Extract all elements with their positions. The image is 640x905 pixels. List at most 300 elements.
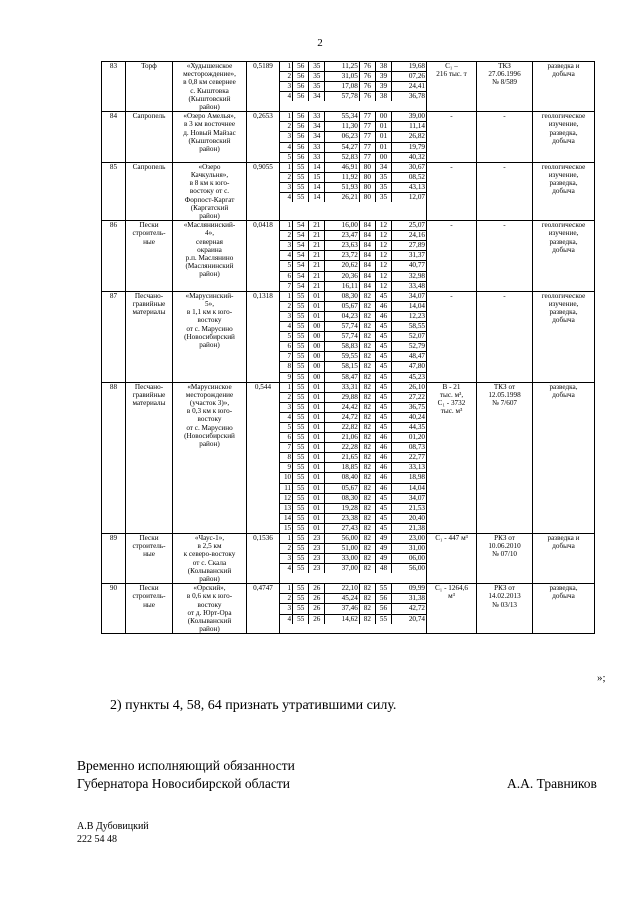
coordinate-cell: 17,08: [325, 82, 359, 92]
coordinate-cell: 11,14: [392, 122, 427, 132]
coordinate-cell: 55: [293, 584, 309, 594]
approval-protocol: РКЗ от 14.02.2013 № 03/13: [477, 584, 533, 634]
coordinate-point: [280, 412, 426, 422]
coordinate-cell: 35: [309, 82, 325, 92]
object-description: «Марусинское месторождение (участок 3)», в 0,3 км к юго- востоку от с. Марусино (Новосибирский район): [173, 382, 247, 533]
coordinate-cell: 27,89: [392, 241, 427, 251]
coordinate-cell: 20,36: [325, 271, 359, 281]
coordinate-cell: 57,78: [325, 92, 359, 102]
coordinate-cell: 32,98: [392, 271, 427, 281]
coordinate-cell: 21: [309, 241, 325, 251]
coordinate-point: [280, 493, 426, 503]
coordinate-cell: 55: [293, 311, 309, 321]
coordinate-cell: 45: [375, 352, 391, 362]
coordinate-cell: 4: [280, 92, 293, 102]
coordinate-cell: 08,52: [392, 172, 427, 182]
coordinate-cell: 08,73: [392, 443, 427, 453]
coordinate-cell: 3: [280, 554, 293, 564]
coordinate-cell: 14: [309, 192, 325, 202]
coordinate-point: [280, 142, 426, 152]
coordinate-cell: 12: [375, 261, 391, 271]
coordinate-cell: 06,00: [392, 554, 427, 564]
row-number: 89: [102, 534, 126, 584]
coordinate-cell: 55: [293, 332, 309, 342]
coordinate-cell: 51,93: [325, 182, 359, 192]
coordinate-cell: 76: [359, 82, 375, 92]
coordinate-cell: 19,79: [392, 142, 427, 152]
coordinates-grid: [280, 382, 427, 533]
coordinate-cell: 23: [309, 544, 325, 554]
coordinate-cell: 80: [359, 192, 375, 202]
coordinates-table: [280, 221, 426, 291]
coordinate-cell: 12: [375, 241, 391, 251]
coordinate-point: [280, 362, 426, 372]
coordinate-cell: 77: [359, 132, 375, 142]
approval-protocol: -: [477, 291, 533, 382]
coordinate-cell: 80: [359, 182, 375, 192]
coordinate-cell: 55: [293, 301, 309, 311]
coordinate-cell: 12: [375, 251, 391, 261]
coordinate-cell: 01: [309, 493, 325, 503]
coordinate-cell: 00: [309, 362, 325, 372]
area-value: 0,2653: [247, 112, 280, 162]
coordinate-point: [280, 301, 426, 311]
coordinate-cell: 27,43: [325, 523, 359, 533]
coordinate-cell: 37,00: [325, 564, 359, 574]
coordinate-cell: 23,00: [392, 534, 427, 544]
coordinate-cell: 40,32: [408, 152, 425, 161]
clause-text: 2) пункты 4, 58, 64 признать утратившими силу.: [110, 698, 397, 713]
coordinate-cell: 54: [293, 221, 309, 231]
coordinate-point: [280, 594, 426, 604]
coordinate-cell: 09,99: [392, 584, 427, 594]
coordinate-cell: 82: [359, 513, 375, 523]
coordinate-cell: 51,00: [325, 544, 359, 554]
coordinates-grid: [280, 534, 427, 584]
reserves: -: [427, 221, 477, 292]
mineral-type: Песчано- гравийные материалы: [126, 291, 173, 382]
coordinate-point: [280, 564, 426, 574]
coordinate-cell: 56: [293, 152, 309, 162]
coordinate-cell: 1: [280, 163, 293, 173]
coordinate-cell: 21: [309, 231, 325, 241]
coordinate-cell: 01: [309, 422, 325, 432]
use-purpose: разведка, добыча: [533, 382, 595, 533]
coordinate-cell: 22,28: [325, 443, 359, 453]
coordinate-cell: 7: [280, 352, 293, 362]
coordinate-cell: 45: [375, 392, 391, 402]
coordinate-cell: 1: [280, 584, 293, 594]
coordinate-cell: 52,79: [392, 342, 427, 352]
coordinate-cell: 4: [280, 192, 293, 202]
use-purpose: геологическое изучение, разведка, добыча: [533, 221, 595, 292]
coordinate-cell: 55: [293, 473, 309, 483]
coordinate-point: [280, 163, 426, 173]
coordinate-cell: 3: [280, 82, 293, 92]
coordinate-cell: 55: [293, 342, 309, 352]
coordinate-cell: 34: [309, 92, 325, 102]
coordinate-cell: 29,88: [325, 392, 359, 402]
coordinate-cell: 55: [293, 564, 309, 574]
object-description: «Озеро Амелья», в 3 км восточнее д. Новый Майзас (Кыштовский район): [173, 112, 247, 162]
coordinate-cell: 12,07: [408, 192, 425, 201]
coordinate-cell: 33: [309, 152, 325, 162]
coordinates-grid: [280, 221, 427, 292]
coordinate-cell: 82: [359, 412, 375, 422]
coordinate-cell: 45: [375, 332, 391, 342]
coordinate-cell: 76: [359, 62, 375, 72]
coordinate-cell: 34,07: [392, 292, 427, 302]
coordinate-cell: 80: [359, 163, 375, 173]
coordinate-point: [280, 192, 426, 202]
coordinate-cell: 4: [280, 412, 293, 422]
coordinate-cell: 55: [293, 534, 309, 544]
coordinate-point: [280, 554, 426, 564]
coordinate-cell: 39: [375, 72, 391, 82]
coordinate-cell: 2: [280, 72, 293, 82]
coordinate-cell: 24,16: [392, 231, 427, 241]
coordinate-point: [280, 62, 426, 72]
signature-position-line1: Временно исполняющий обязанности: [77, 758, 295, 773]
coordinate-cell: 45: [375, 292, 391, 302]
coordinate-point: [280, 292, 426, 302]
coordinate-cell: 36,78: [408, 92, 425, 101]
coordinate-cell: 57,74: [325, 322, 359, 332]
coordinate-cell: 22,10: [325, 584, 359, 594]
coordinate-point: [280, 271, 426, 281]
coordinate-cell: 54: [293, 231, 309, 241]
coordinate-cell: 55: [293, 594, 309, 604]
coordinate-cell: 80: [359, 172, 375, 182]
coordinate-cell: 21,38: [408, 523, 425, 532]
coordinate-cell: 00: [375, 112, 391, 122]
coordinate-cell: 01: [309, 311, 325, 321]
coordinates-grid: [280, 62, 427, 112]
coordinate-cell: 33,00: [325, 554, 359, 564]
coordinate-cell: 21: [309, 281, 325, 291]
coordinate-cell: 05,67: [325, 301, 359, 311]
coordinate-cell: 56: [293, 132, 309, 142]
coordinate-cell: 26: [309, 604, 325, 614]
coordinate-cell: 54: [293, 281, 309, 291]
coordinate-cell: 76: [359, 92, 375, 102]
coordinate-cell: 82: [359, 332, 375, 342]
coordinate-cell: 84: [359, 231, 375, 241]
coordinate-cell: 82: [359, 433, 375, 443]
coordinate-cell: 55: [293, 402, 309, 412]
coordinates-table: [280, 584, 426, 623]
coordinate-point: [280, 453, 426, 463]
coordinate-cell: 31,00: [392, 544, 427, 554]
coordinate-cell: 35: [309, 62, 325, 72]
coordinate-cell: 54,27: [325, 142, 359, 152]
coordinate-cell: 01: [309, 292, 325, 302]
coordinate-cell: 24,42: [325, 402, 359, 412]
coordinate-cell: 38: [375, 62, 391, 72]
coordinate-cell: 82: [359, 372, 375, 382]
coordinate-cell: 42,72: [392, 604, 427, 614]
coordinate-cell: 22,82: [325, 422, 359, 432]
coordinate-point: [280, 251, 426, 261]
coordinate-cell: 55: [293, 163, 309, 173]
coordinate-cell: 06,23: [325, 132, 359, 142]
coordinate-point: [280, 402, 426, 412]
register-row: [102, 162, 595, 220]
coordinate-cell: 12: [375, 221, 391, 231]
coordinate-point: [280, 92, 426, 102]
mineral-type: Сапропель: [126, 162, 173, 220]
coordinate-cell: 3: [280, 241, 293, 251]
mineral-type: Сапропель: [126, 112, 173, 162]
row-number: 83: [102, 62, 126, 112]
coordinate-cell: 55: [293, 554, 309, 564]
coordinate-cell: 01: [375, 132, 391, 142]
coordinate-cell: 6: [280, 433, 293, 443]
coordinate-cell: 33,31: [325, 383, 359, 393]
coordinates-table: [280, 62, 426, 101]
coordinate-cell: 55: [293, 182, 309, 192]
coordinate-cell: 82: [359, 523, 375, 533]
coordinate-cell: 7: [280, 443, 293, 453]
row-number: 84: [102, 112, 126, 162]
coordinate-cell: 19,68: [392, 62, 427, 72]
coordinate-cell: 84: [359, 251, 375, 261]
reserves: C₁ - 1264,6 м³: [427, 584, 477, 634]
coordinate-cell: 01: [309, 392, 325, 402]
coordinate-cell: 21: [309, 271, 325, 281]
coordinate-cell: 55: [293, 604, 309, 614]
coordinate-cell: 55: [293, 523, 309, 533]
coordinate-cell: 77: [359, 112, 375, 122]
coordinate-cell: 82: [359, 483, 375, 493]
approval-protocol: ТКЗ 27.06.1996 № 8/589: [477, 62, 533, 112]
coordinate-cell: 82: [359, 564, 375, 574]
coordinate-cell: 8: [280, 453, 293, 463]
coordinate-cell: 82: [359, 342, 375, 352]
coordinate-cell: 21: [309, 261, 325, 271]
coordinate-cell: 46: [375, 463, 391, 473]
reserves: C₁ - 447 м³: [427, 534, 477, 584]
coordinate-cell: 43,13: [392, 182, 427, 192]
coordinate-cell: 55: [293, 422, 309, 432]
coordinate-point: [280, 172, 426, 182]
coordinate-cell: 59,55: [325, 352, 359, 362]
use-purpose: разведка и добыча: [533, 534, 595, 584]
coordinate-cell: 40,24: [392, 412, 427, 422]
register-row: [102, 291, 595, 382]
coordinate-cell: 33,13: [392, 463, 427, 473]
coordinate-cell: 55: [293, 372, 309, 382]
object-description: «Озеро Качкульня», в 8 км к юго- востоку от с. Форпост-Каргат (Каргатский район): [173, 162, 247, 220]
coordinate-cell: 14: [309, 163, 325, 173]
coordinate-point: [280, 72, 426, 82]
coordinates-grid: [280, 584, 427, 634]
coordinate-cell: 31,37: [392, 251, 427, 261]
coordinate-cell: 3: [280, 182, 293, 192]
coordinate-point: [280, 122, 426, 132]
coordinate-point: [280, 483, 426, 493]
coordinate-cell: 46: [375, 443, 391, 453]
coordinate-cell: 1: [280, 62, 293, 72]
register-row: [102, 382, 595, 533]
coordinate-cell: 34: [309, 122, 325, 132]
coordinate-cell: 45: [375, 372, 391, 382]
coordinate-cell: 22,77: [392, 453, 427, 463]
coordinate-cell: 82: [359, 554, 375, 564]
coordinate-cell: 16,00: [325, 221, 359, 231]
coordinate-point: [280, 182, 426, 192]
coordinate-cell: 27,22: [392, 392, 427, 402]
reserves: -: [427, 162, 477, 220]
coordinate-cell: 13: [280, 503, 293, 513]
coordinate-cell: 01: [309, 453, 325, 463]
coordinate-cell: 55: [293, 443, 309, 453]
coordinate-point: [280, 422, 426, 432]
coordinate-cell: 56: [293, 112, 309, 122]
coordinate-cell: 01: [309, 443, 325, 453]
coordinate-cell: 82: [359, 594, 375, 604]
coordinate-cell: 54: [293, 241, 309, 251]
coordinate-cell: 14: [280, 513, 293, 523]
coordinate-cell: 12: [375, 281, 391, 291]
coordinate-cell: 11,30: [325, 122, 359, 132]
coordinate-cell: 84: [359, 281, 375, 291]
coordinate-cell: 4: [280, 322, 293, 332]
coordinate-cell: 55: [293, 362, 309, 372]
coordinate-cell: 12: [375, 271, 391, 281]
coordinate-cell: 54: [293, 261, 309, 271]
coordinate-cell: 7: [280, 281, 293, 291]
coordinate-cell: 01: [309, 483, 325, 493]
coordinate-cell: 26: [309, 594, 325, 604]
coordinate-cell: 00: [375, 152, 391, 162]
coordinate-cell: 01: [309, 463, 325, 473]
coordinate-cell: 12: [280, 493, 293, 503]
coordinate-point: [280, 152, 426, 162]
coordinate-cell: 55: [293, 513, 309, 523]
coordinate-cell: 44,35: [392, 422, 427, 432]
coordinate-cell: 00: [309, 322, 325, 332]
coordinate-cell: 3: [280, 604, 293, 614]
object-description: «Марусинский- 5», в 1,1 км к юго- востоку от с. Марусино (Новосибирский район): [173, 291, 247, 382]
coordinate-cell: 5: [280, 422, 293, 432]
coordinate-cell: 56: [293, 92, 309, 102]
coordinate-cell: 54: [293, 251, 309, 261]
coordinate-cell: 52,07: [392, 332, 427, 342]
coordinate-cell: 58,15: [325, 362, 359, 372]
coordinate-cell: 01: [309, 513, 325, 523]
coordinate-cell: 26: [309, 584, 325, 594]
coordinate-cell: 57,74: [325, 332, 359, 342]
coordinate-cell: 2: [280, 301, 293, 311]
coordinate-cell: 07,26: [392, 72, 427, 82]
coordinate-cell: 21: [309, 221, 325, 231]
coordinate-cell: 00: [309, 332, 325, 342]
coordinate-cell: 4: [280, 614, 293, 624]
coordinate-cell: 04,23: [325, 311, 359, 321]
coordinate-cell: 2: [280, 544, 293, 554]
mineral-type: Пески строитель- ные: [126, 584, 173, 634]
coordinates-table: [280, 292, 426, 382]
coordinate-cell: 11: [280, 483, 293, 493]
closing-mark: »;: [597, 672, 606, 684]
object-description: «Чаус-1», в 2,5 км к северо-востоку от с. Скала (Колыванский район): [173, 534, 247, 584]
coordinate-point: [280, 614, 426, 624]
coordinate-cell: 82: [359, 383, 375, 393]
coordinate-cell: 82: [359, 392, 375, 402]
coordinate-cell: 01: [309, 412, 325, 422]
coordinate-point: [280, 132, 426, 142]
coordinate-cell: 31,38: [392, 594, 427, 604]
coordinate-cell: 45: [375, 402, 391, 412]
coordinates-grid: [280, 291, 427, 382]
coordinate-point: [280, 281, 426, 291]
coordinate-cell: 46: [375, 433, 391, 443]
coordinate-cell: 18,85: [325, 463, 359, 473]
coordinates-table: [280, 112, 426, 161]
coordinate-point: [280, 473, 426, 483]
coordinate-cell: 39,00: [392, 112, 427, 122]
coordinate-cell: 55,34: [325, 112, 359, 122]
coordinate-cell: 45: [375, 412, 391, 422]
coordinate-point: [280, 463, 426, 473]
reserves: -: [427, 291, 477, 382]
register-row: [102, 534, 595, 584]
coordinate-cell: 26: [309, 614, 325, 624]
coordinate-cell: 14,04: [392, 301, 427, 311]
coordinate-cell: 55: [293, 192, 309, 202]
coordinate-cell: 23: [309, 554, 325, 564]
approval-protocol: РКЗ от 10.06.2010 № 07/10: [477, 534, 533, 584]
coordinate-cell: 5: [280, 332, 293, 342]
coordinate-cell: 15: [280, 523, 293, 533]
coordinate-cell: 56: [293, 72, 309, 82]
coordinate-cell: 56,00: [325, 534, 359, 544]
coordinate-cell: 01: [309, 523, 325, 533]
coordinate-cell: 82: [359, 402, 375, 412]
coordinate-cell: 77: [359, 152, 375, 162]
coordinate-cell: 23,72: [325, 251, 359, 261]
coordinate-cell: 35: [309, 72, 325, 82]
coordinate-cell: 6: [280, 342, 293, 352]
coordinate-cell: 82: [359, 493, 375, 503]
coordinate-cell: 56: [375, 594, 391, 604]
approval-protocol: -: [477, 221, 533, 292]
coordinate-cell: 55: [293, 544, 309, 554]
coordinate-cell: 82: [359, 473, 375, 483]
coordinate-cell: 21: [309, 251, 325, 261]
coordinate-point: [280, 604, 426, 614]
approval-protocol: -: [477, 112, 533, 162]
coordinate-cell: 55: [293, 352, 309, 362]
register-row: [102, 62, 595, 112]
coordinate-cell: 55: [293, 483, 309, 493]
coordinates-grid: [280, 112, 427, 162]
coordinate-point: [280, 82, 426, 92]
page-number: 2: [317, 37, 323, 49]
coordinate-point: [280, 261, 426, 271]
coordinate-cell: 55: [375, 614, 391, 624]
coordinate-cell: 45: [375, 383, 391, 393]
executor-phone: 222 54 48: [77, 834, 117, 845]
coordinate-cell: 11,25: [325, 62, 359, 72]
coordinate-cell: 24,72: [325, 412, 359, 422]
coordinate-cell: 33: [309, 112, 325, 122]
coordinate-cell: 35: [375, 172, 391, 182]
coordinate-cell: 37,46: [325, 604, 359, 614]
coordinate-cell: 2: [280, 231, 293, 241]
coordinate-cell: 30,67: [392, 163, 427, 173]
